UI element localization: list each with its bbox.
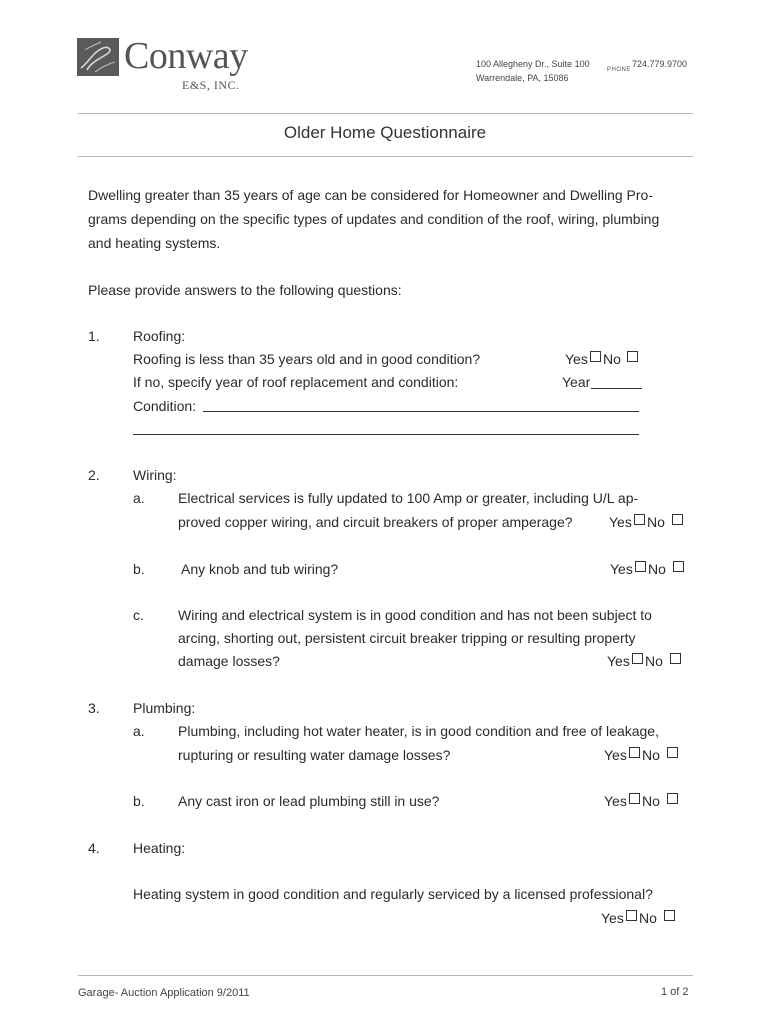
footer-divider [78,975,693,976]
instruction-text: Please provide answers to the following questions: [88,282,402,298]
q3-heading: Plumbing: [133,700,196,716]
address-line-1: 100 Allegheny Dr., Suite 100 [476,59,590,69]
q1-year-label: Year [562,374,591,390]
q2a-no-label: No [647,514,665,530]
q3a-letter: a. [133,723,145,739]
q2a-line-2: proved copper wiring, and circuit breakers of proper amperage? [178,514,573,530]
q1-no-checkbox[interactable] [627,351,638,362]
q2a-yes-label: Yes [609,514,632,530]
q2c-letter: c. [133,607,144,623]
q3a-line-2: rupturing or resulting water damage losses? [178,747,451,763]
q1-year-field[interactable] [591,388,642,389]
q1-question: Roofing is less than 35 years old and in good condition? [133,351,481,367]
q2c-no-checkbox[interactable] [670,653,681,664]
q2c-line-2: arcing, shorting out, persistent circuit breaker tripping or resulting property [178,630,636,646]
q3a-no-label: No [642,747,660,763]
q2a-no-checkbox[interactable] [672,514,683,525]
intro-line-3: and heating systems. [88,235,221,251]
q2-number: 2. [88,467,100,483]
header-divider [78,113,693,114]
footer-page-number: 1 of 2 [661,986,689,998]
q1-condition-field-1[interactable] [203,411,639,412]
q3b-yes-label: Yes [604,793,627,809]
q2a-line-1: Electrical services is fully updated to 100 Amp or greater, including U/L ap- [178,490,639,506]
title-divider [78,156,693,157]
q3a-yes-checkbox[interactable] [629,747,640,758]
q4-yes-label: Yes [601,910,624,926]
q2a-yes-checkbox[interactable] [634,514,645,525]
q2b-yes-checkbox[interactable] [635,561,646,572]
q1-followup: If no, specify year of roof replacement and condition: [133,374,459,390]
q4-heading: Heating: [133,840,186,856]
q4-line-1: Heating system in good condition and regularly serviced by a licensed professional? [133,886,653,902]
q2b-no-label: No [648,561,666,577]
page-title: Older Home Questionnaire [283,123,487,142]
q4-number: 4. [88,840,100,856]
q2c-no-label: No [645,653,663,669]
q1-condition-field-2[interactable] [133,434,639,435]
q1-heading: Roofing: [133,328,186,344]
q4-no-label: No [639,910,657,926]
q2b-no-checkbox[interactable] [673,561,684,572]
q3b-letter: b. [133,793,145,809]
q3b-line-1: Any cast iron or lead plumbing still in use? [178,793,440,809]
q2b-letter: b. [133,561,145,577]
q1-yes-label: Yes [565,351,588,367]
q2c-yes-checkbox[interactable] [632,653,643,664]
q4-yes-checkbox[interactable] [626,910,637,921]
footer-left: Garage- Auction Application 9/2011 [78,987,250,999]
q1-number: 1. [88,328,100,344]
q1-no-label: No [603,351,621,367]
q1-condition-label: Condition: [133,398,197,414]
q2c-yes-label: Yes [607,653,630,669]
q2a-letter: a. [133,490,145,506]
q2b-yes-label: Yes [610,561,633,577]
logo-name: Conway [124,35,248,77]
address-line-2: Warrendale, PA, 15086 [476,73,569,83]
q3a-line-1: Plumbing, including hot water heater, is in good condition and free of leakage, [178,723,659,739]
q2c-line-1: Wiring and electrical system is in good condition and has not been subject to [178,607,652,623]
q2c-line-3: damage losses? [178,653,280,669]
q3b-no-label: No [642,793,660,809]
q1-yes-checkbox[interactable] [590,351,601,362]
q4-no-checkbox[interactable] [664,910,675,921]
q3b-yes-checkbox[interactable] [629,793,640,804]
intro-line-1: Dwelling greater than 35 years of age can be considered for Homeowner and Dwelling Pro- [88,187,653,203]
q3a-yes-label: Yes [604,747,627,763]
q2b-line-1: Any knob and tub wiring? [181,561,339,577]
logo-mark-icon [77,38,119,76]
phone-label: PHONE [607,67,631,73]
q3b-no-checkbox[interactable] [667,793,678,804]
q2-heading: Wiring: [133,467,177,483]
q3a-no-checkbox[interactable] [667,747,678,758]
phone-number: 724.779.9700 [632,59,688,69]
intro-line-2: grams depending on the specific types of updates and condition of the roof, wiring, plumbing [88,211,660,227]
q3-number: 3. [88,700,100,716]
logo-subtitle: E&S, INC. [182,78,240,92]
